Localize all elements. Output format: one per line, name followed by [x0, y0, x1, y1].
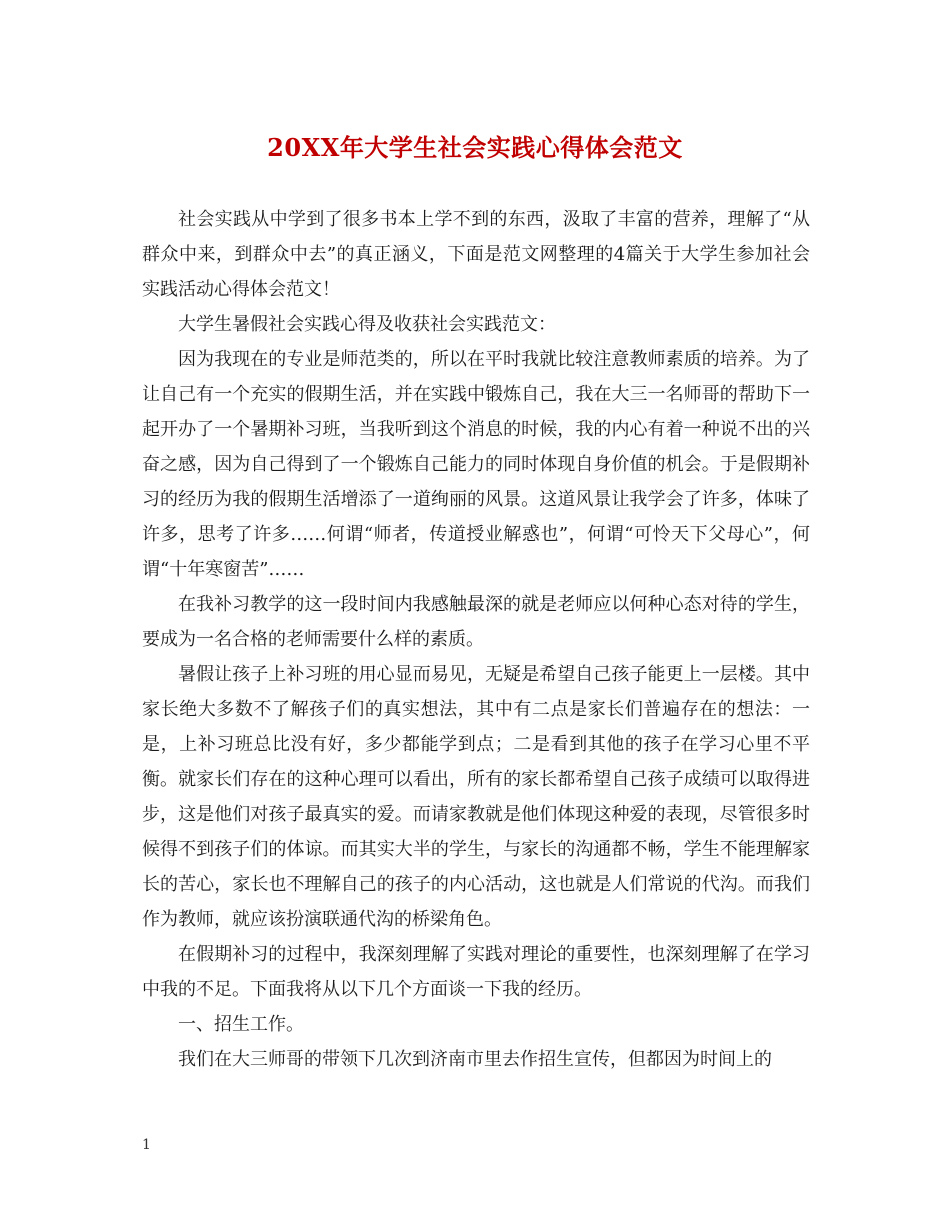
document-body — [142, 202, 810, 1077]
paragraph-practice: 在假期补习的过程中，我深刻理解了实践对理论的重要性，也深刻理解了在学习中我的不足。下面我将从以下几个方面谈一下我的经历。 — [142, 944, 810, 1000]
paragraph-enrollment: 我们在大三师哥的带领下几次到济南市里去作招生宣传，但都因为时间上的 — [178, 1049, 772, 1070]
section-heading-enrollment: 一、招生工作。 — [178, 1014, 304, 1035]
page-number: 1 — [142, 1137, 151, 1153]
paragraph-intro: 社会实践从中学到了很多书本上学不到的东西，汲取了丰富的营养，理解了“从群众中来，到群众中去”的真正涵义，下面是范文网整理的4篇关于大学生参加社会实践活动心得体会范文！ — [142, 209, 810, 300]
paragraph-subheading: 大学生暑假社会实践心得及收获社会实践范文： — [178, 314, 556, 335]
paragraph-feeling: 在我补习教学的这一段时间内我感触最深的就是老师应以何种心态对待的学生，要成为一名合格的老师需要什么样的素质。 — [142, 594, 810, 650]
document-title: 20XX年大学生社会实践心得体会范文 — [267, 133, 683, 162]
paragraph-parents: 暑假让孩子上补习班的用心显而易见，无疑是希望自己孩子能更上一层楼。其中家长绝大多数不了解孩子们的真实想法，其中有二点是家长们普遍存在的想法：一是，上补习班总比没有好，多少都能学到点；二是看到其他的孩子在学习心里不平衡。就家长们存在的这种心理可以看出，所有的家长都希望自己孩子成绩可以取得进步，这是他们对孩子最真实的爱。而请家教就是他们体现这种爱的表现，尽管很多时候得不到孩子们的体谅。而其实大半的学生，与家长的沟通都不畅，学生不能理解家长的苦心，家长也不理解自己的孩子的内心活动，这也就是人们常说的代沟。而我们作为教师，就应该扮演联通代沟的桥梁角色。 — [142, 664, 810, 930]
paragraph-major: 因为我现在的专业是师范类的，所以在平时我就比较注意教师素质的培养。为了让自己有一个充实的假期生活，并在实践中锻炼自己，我在大三一名师哥的帮助下一起开办了一个暑期补习班，当我听到这个消息的时候，我的内心有着一种说不出的兴奋之感，因为自己得到了一个锻炼自己能力的同时体现自身价值的机会。于是假期补习的经历为我的假期生活增添了一道绚丽的风景。这道风景让我学会了许多，体味了许多，思考了许多……何谓“师者，传道授业解惑也”，何谓“可怜天下父母心”，何谓“十年寒窗苦”…… — [142, 349, 810, 580]
